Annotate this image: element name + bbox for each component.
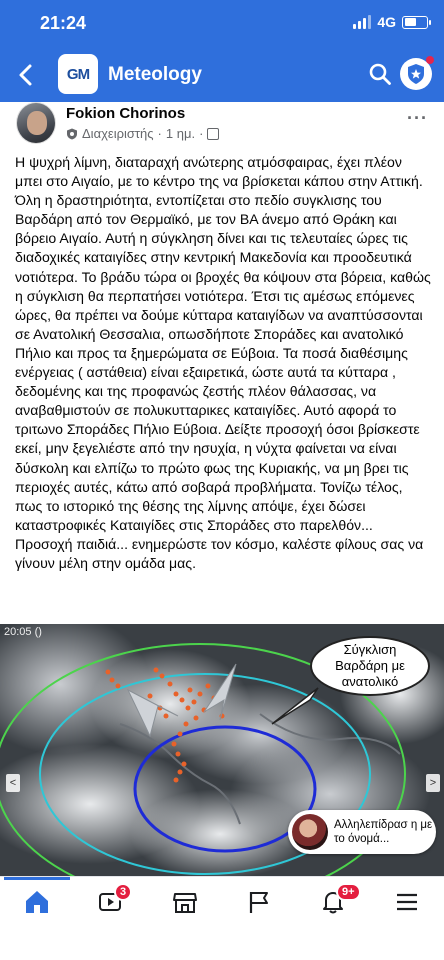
author-name[interactable]: Fokion Chorinos — [66, 105, 186, 122]
nav-watch[interactable] — [74, 877, 148, 927]
post-header — [0, 102, 444, 148]
post-time[interactable]: 1 ημ. — [165, 126, 196, 141]
nav-home[interactable] — [0, 877, 74, 927]
home-icon — [23, 888, 51, 916]
meta-separator-2: · — [199, 126, 204, 141]
marketplace-icon — [171, 888, 199, 916]
post-meta — [66, 126, 219, 141]
battery-icon — [402, 16, 428, 29]
notifications-badge: 9+ — [336, 883, 361, 901]
watch-badge: 3 — [114, 883, 132, 901]
notification-dot — [426, 56, 434, 64]
group-logo-text: GM — [66, 65, 90, 83]
bottom-navigation — [0, 876, 444, 960]
nav-marketplace[interactable] — [148, 877, 222, 927]
flag-icon — [245, 888, 273, 916]
group-header — [0, 48, 444, 102]
group-privacy-icon — [207, 128, 219, 140]
more-options-icon[interactable]: ··· — [407, 108, 428, 128]
nav-pages[interactable] — [222, 877, 296, 927]
status-time: 21:24 — [40, 13, 87, 33]
group-title[interactable]: Meteology — [108, 64, 202, 85]
interaction-badge[interactable] — [288, 810, 436, 854]
speech-bubble: Σύγκλιση Βαρδάρη με ανατολικό — [310, 636, 430, 696]
author-role: Διαχειριστής — [82, 126, 154, 141]
post-body-text: Η ψυχρή λίμνη, διαταραχή ανώτερης ατμόσφαιρας, έχει πλέον μπει στο Αιγαίο, με το κέντρο της να βρίσκεται κάπου στην Αττική. Όλη η δραστηριότητα, εντοπίζεται στο πεδίο συγκλισης του Βαρδάρη από τον Θερμαϊκό, με τον ΒΑ άνεμο από Θράκη και βόρειο Αιγαίο. Αυτή η σύγκληση δίνει και τις τελευταίες ώρες τις διαδοχικές καταιγίδες στην κεντρική Μακεδονία και προοδευτικά νοτιότερα. Το βράδυ τώρα οι βροχές θα κόψουν στα βόρεια, καθώς η σύγκλιση θα περπατήσει νοτιότερα. Έτσι τις αμέσως επόμενες ώρες, θα πρέπει να δούμε κύτταρα καταιγίδων να αναπτύσσονται σε Ανατολική Θεσσαλια, οπωσδήποτε Σποράδες και ανατολικό Πήλιο και προς τα ξημερώματα σε Εύβοια. Τα ποσά διαθέσιμης ενέργειας ( αστάθεια) είναι εξαιρετικά, ώστε αυτά τα κύτταρα , δεδομένης και της προφανώς ζεστής πλέον θάλασσας, να αναβαθμιστούν σε πολυκυτταρικες καταιγίδες. Αυτό αφορά το τριτωνο Σποράδες Πήλιο Εύβοια. Δείξτε προσοχή όσοι βρίσκεστε εκεί, μην ξεγελιέστε από την ησυχία, η νύχτα φαίνεται να είναι δύσκολη και ελπίζω το πρώτο φως της Κυριακής, να μη βρει τις περιοχές αυτές, κάτω από σοβαρά προβλήματα. Τονίζω τέλος, πως το ιστορικό της θέσης της λίμνης απόψε, έχει δώσει καταστροφικές Καταιγίδες στις Σποράδες στο παρελθόν... Προσοχή παιδιά... ενημερώστε τον κόσμο, καλέστε φίλους σας να γίνουν μέλη στην ομάδα μας. — [15, 154, 431, 571]
nav-menu[interactable] — [370, 877, 444, 927]
image-prev-button[interactable]: < — [6, 774, 20, 792]
status-bar — [0, 0, 444, 48]
image-next-button[interactable]: > — [426, 774, 440, 792]
image-timestamp: 20:05 () — [4, 626, 42, 638]
nav-active-indicator — [4, 877, 70, 880]
admin-badge-icon — [66, 128, 78, 140]
menu-icon — [393, 888, 421, 916]
interaction-badge-text: Αλληλεπίδρασ η με το όνομά... — [334, 819, 433, 845]
status-indicators — [353, 14, 428, 30]
signal-icon — [353, 15, 371, 29]
meta-separator: · — [157, 126, 162, 141]
group-logo[interactable] — [58, 54, 98, 94]
tagged-user-avatar — [292, 814, 328, 850]
author-avatar[interactable] — [16, 102, 56, 144]
search-icon[interactable] — [368, 62, 392, 86]
nav-notifications[interactable] — [296, 877, 370, 927]
speech-bubble-tail — [270, 686, 320, 726]
post-image[interactable] — [0, 624, 444, 876]
back-arrow-icon[interactable] — [14, 62, 38, 88]
network-type: 4G — [377, 14, 396, 30]
